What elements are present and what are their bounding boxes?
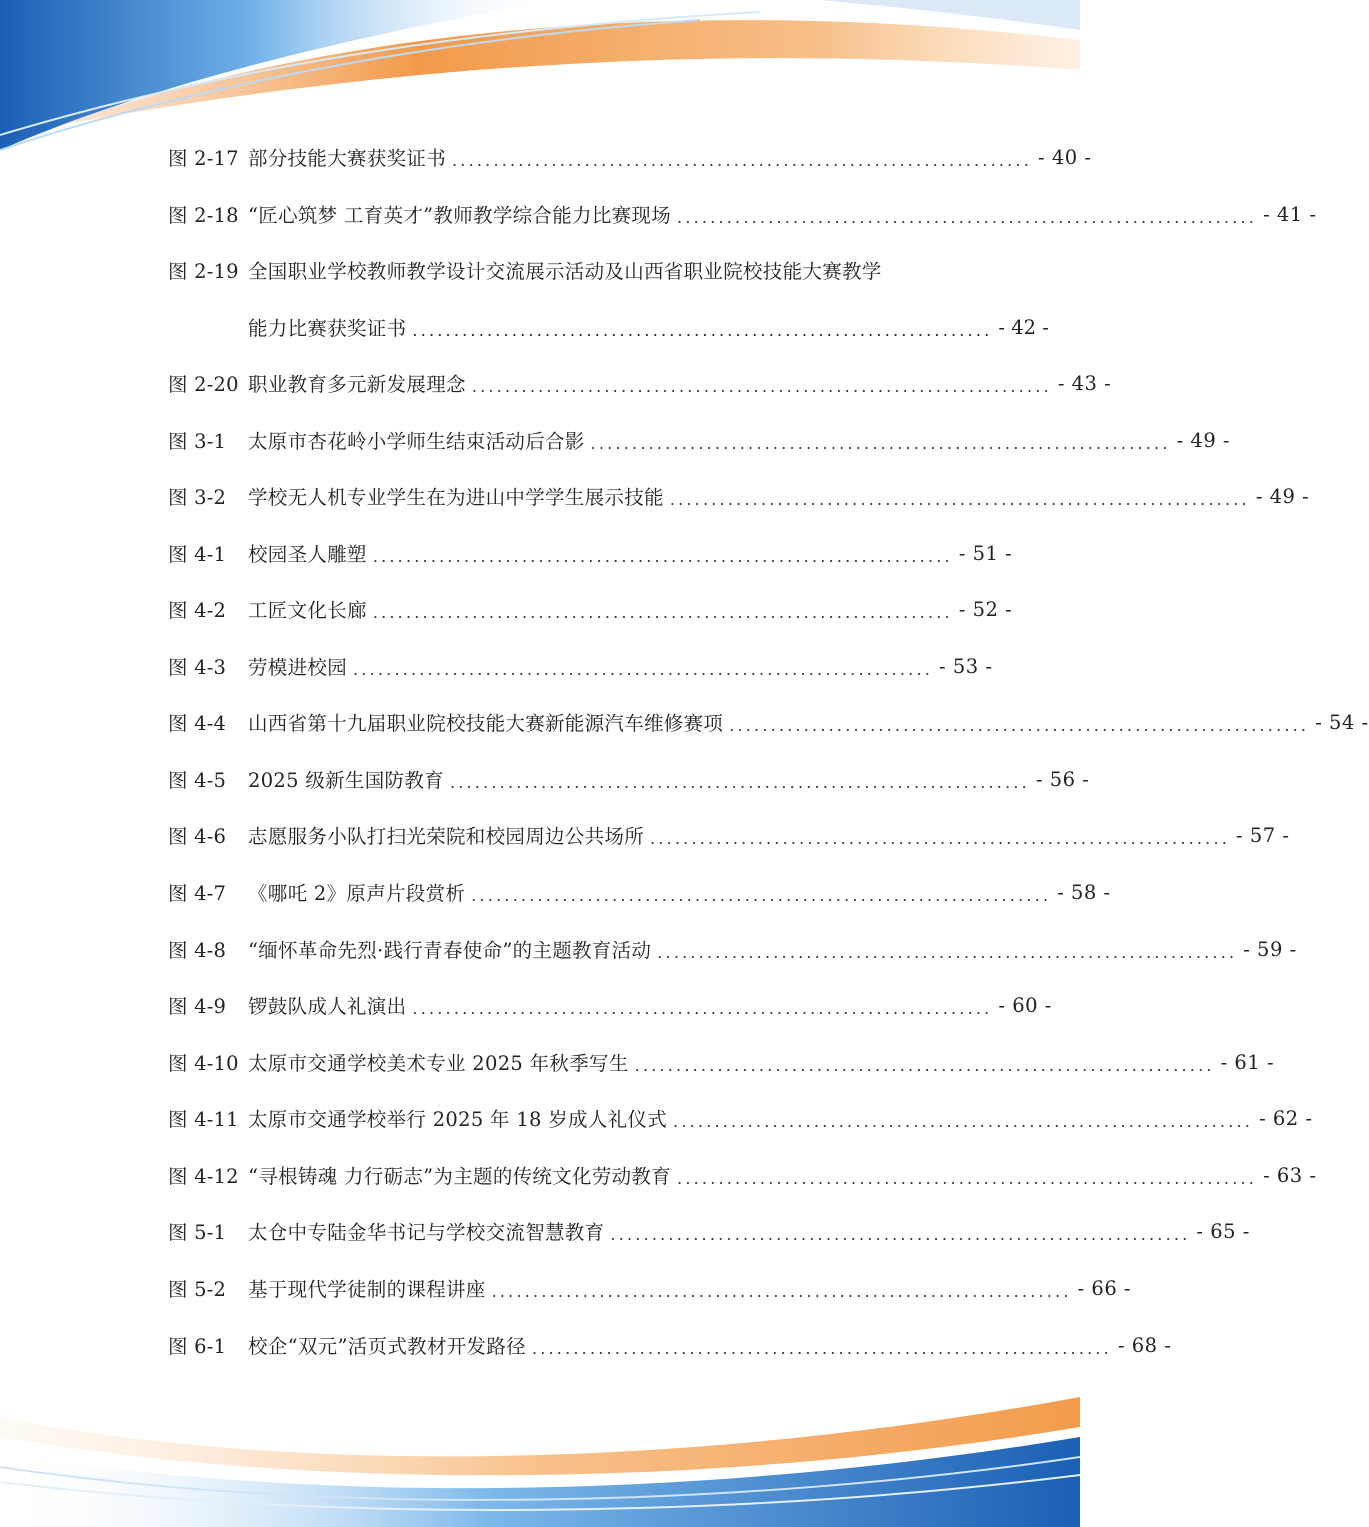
list-item[interactable] [168,702,1369,742]
dot-leader: ...................................................................... [471,376,1052,396]
dot-leader: ...................................................................... [471,885,1052,905]
figure-number: 图 2-19 [168,260,239,283]
figure-title: 志愿服务小队打扫光荣院和校园周边公共场所 [248,825,645,848]
figure-title: 山西省第十九届职业院校技能大赛新能源汽车维修赛项 [248,712,724,735]
dot-leader: ...................................................................... [677,207,1258,227]
figure-title: “缅怀革命先烈·践行青春使命”的主题教育活动 [248,939,652,962]
figure-number: 图 4-9 [168,995,227,1018]
figure-number: 图 6-1 [168,1335,227,1358]
figure-title: 基于现代学徒制的课程讲座 [248,1278,486,1301]
list-item[interactable] [168,363,1112,403]
list-item[interactable] [168,533,1013,573]
page-number: - 42 - [998,315,1049,339]
figure-title: 太原市交通学校美术专业 2025 年秋季写生 [248,1052,629,1075]
figure-title: 锣鼓队成人礼演出 [248,995,407,1018]
figure-title: 太原市杏花岭小学师生结束活动后合影 [248,430,585,453]
figure-number: 图 2-17 [168,147,239,170]
page-number: - 65 - [1196,1219,1250,1243]
list-item[interactable] [168,137,1092,177]
page-number: - 49 - [1176,428,1231,452]
dot-leader: ...................................................................... [491,1281,1072,1301]
figure-title: 全国职业学校教师教学设计交流展示活动及山西省职业院校技能大赛教学 [248,260,882,283]
dot-leader: ...................................................................... [729,715,1310,735]
dot-leader: ...................................................................... [590,433,1171,453]
dot-leader: ...................................................................... [634,1055,1215,1075]
list-item[interactable] [168,872,1111,912]
list-item[interactable] [168,1098,1313,1138]
page-number: - 51 - [958,541,1013,565]
list-item[interactable] [168,759,1090,799]
dot-leader: ...................................................................... [650,828,1231,848]
figure-number: 图 4-7 [168,882,227,905]
list-item[interactable] [168,929,1297,969]
figure-title: “寻根铸魂 力行砺志”为主题的传统文化劳动教育 [248,1165,672,1188]
page-number: - 68 - [1117,1333,1172,1357]
page-number: - 58 - [1057,880,1111,904]
figure-title: 校企“双元”活页式教材开发路径 [248,1335,526,1358]
list-item[interactable] [168,194,1317,234]
page-number: - 53 - [939,654,993,678]
dot-leader: ...................................................................... [412,998,993,1018]
figure-number: 图 5-2 [168,1278,227,1301]
page-number: - 54 - [1315,710,1369,734]
figure-number: 图 4-1 [168,543,227,566]
page-number: - 60 - [998,993,1052,1017]
dot-leader: ...................................................................... [372,546,953,566]
list-item[interactable] [168,1211,1250,1251]
list-item[interactable] [168,646,993,686]
dot-leader: ...................................................................... [449,772,1030,792]
page-number: - 49 - [1255,484,1310,508]
page-number: - 57 - [1236,823,1290,847]
figure-number: 图 4-8 [168,939,227,962]
figure-title: 学校无人机专业学生在为进山中学学生展示技能 [248,486,664,509]
page-number: - 66 - [1077,1276,1132,1300]
page-number: - 62 - [1259,1106,1313,1130]
dot-leader: ...................................................................... [531,1338,1112,1358]
list-item[interactable] [168,1042,1275,1082]
page-number: - 59 - [1243,937,1297,961]
figure-title: 劳模进校园 [248,656,348,679]
figure-number: 图 2-20 [168,373,239,396]
page-number: - 43 - [1057,371,1112,395]
list-item[interactable] [168,1325,1172,1365]
figure-title: 工匠文化长廊 [248,599,367,622]
figure-title: 太仓中专陆金华书记与学校交流智慧教育 [248,1221,605,1244]
figure-number: 图 2-18 [168,204,239,227]
dot-leader: ...................................................................... [673,1111,1254,1131]
page-number: - 61 - [1220,1050,1275,1074]
figure-number: 图 4-5 [168,769,227,792]
list-item[interactable] [168,589,1013,629]
figure-title: 职业教育多元新发展理念 [248,373,466,396]
dot-leader: ...................................................................... [677,1168,1258,1188]
dot-leader: ...................................................................... [669,489,1250,509]
figure-number: 图 5-1 [168,1221,227,1244]
list-item[interactable] [168,420,1231,460]
list-item[interactable] [168,476,1310,516]
dot-leader: ...................................................................... [610,1224,1191,1244]
page-number: - 52 - [958,597,1013,621]
figure-number: 图 3-1 [168,430,227,453]
figure-number: 图 3-2 [168,486,227,509]
figure-title: “匠心筑梦 工育英才”教师教学综合能力比赛现场 [248,204,672,227]
figure-number: 图 4-3 [168,656,227,679]
page-number: - 41 - [1263,202,1317,226]
figure-title: 校园圣人雕塑 [248,543,367,566]
page-number: - 63 - [1263,1163,1317,1187]
figure-number: 图 4-6 [168,825,227,848]
list-item[interactable] [168,815,1290,855]
dot-leader: ...................................................................... [353,659,934,679]
figure-number: 图 4-11 [168,1108,239,1131]
figure-number: 图 4-12 [168,1165,239,1188]
figure-title: 部分技能大赛获奖证书 [248,147,447,170]
page-number: - 40 - [1038,145,1092,169]
list-item[interactable] [168,1268,1132,1308]
dot-leader: ...................................................................... [372,602,953,622]
figure-number: 图 4-10 [168,1052,239,1075]
figure-title: 《哪吒 2》原声片段赏析 [248,882,466,905]
dot-leader: ...................................................................... [657,942,1238,962]
dot-leader: ...................................................................... [412,320,993,340]
list-item-continuation[interactable] [168,307,1049,347]
dot-leader: ...................................................................... [452,150,1033,170]
list-item[interactable] [168,1155,1317,1195]
page-number: - 56 - [1035,767,1090,791]
figure-title-continued: 能力比赛获奖证书 [248,317,407,340]
list-item[interactable] [168,985,1052,1025]
figure-number: 图 4-2 [168,599,227,622]
figure-number: 图 4-4 [168,712,227,735]
list-item[interactable] [168,250,952,290]
figure-title: 太原市交通学校举行 2025 年 18 岁成人礼仪式 [248,1108,668,1131]
figure-title: 2025 级新生国防教育 [248,769,444,792]
